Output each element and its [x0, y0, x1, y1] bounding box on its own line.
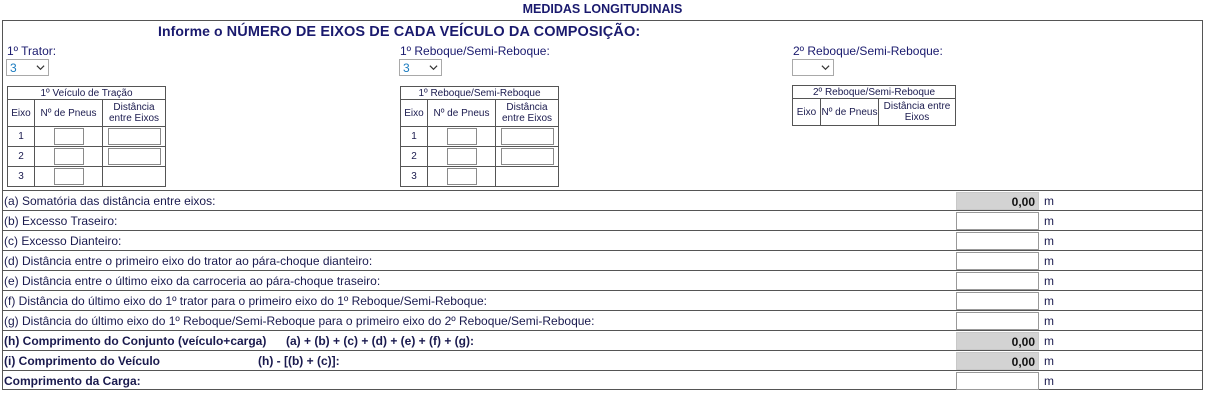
tractor-tires-input-1[interactable] [54, 128, 84, 145]
instruction-text [158, 23, 640, 40]
result-formula: (a) + (b) + (c) + (d) + (e) + (f) + (g): [286, 334, 475, 348]
col-tires-header: Nº de Pneus [821, 99, 879, 126]
axle-number: 2 [401, 147, 428, 167]
col-tires-header: Nº de Pneus [35, 100, 103, 127]
trailer1-label: 1º Reboque/Semi-Reboque: [400, 44, 550, 58]
front-overhang-input[interactable] [956, 232, 1039, 250]
axle-number: 3 [401, 167, 428, 187]
cargo-length-input[interactable] [956, 372, 1039, 390]
rear-overhang-input[interactable] [956, 212, 1039, 230]
result-label: (g) Distância do último eixo do 1º Reboque/Semi-Reboque para o primeiro eixo do 2º Reboque/Semi-Reboque: [4, 314, 595, 328]
trailer1-tires-input-1[interactable] [447, 128, 477, 145]
tractor-distance-input-2[interactable] [108, 148, 161, 165]
result-label: (f) Distância do último eixo do 1º trator para o primeiro eixo do 1º Reboque/Semi-Reboque: [4, 294, 488, 308]
result-label: (a) Somatória das distância entre eixos: [4, 194, 216, 208]
col-tires-header: Nº de Pneus [428, 100, 496, 127]
instruction-prefix: Informe o [158, 23, 227, 39]
combination-length-field: 0,00 [956, 332, 1039, 350]
trailer2-axles-select[interactable] [792, 59, 834, 76]
result-row-c [3, 230, 1202, 250]
rear-bumper-distance-input[interactable] [956, 272, 1039, 290]
trailer1-tires-input-3[interactable] [447, 168, 477, 185]
result-label: (c) Excesso Dianteiro: [4, 234, 122, 248]
result-row-g [3, 310, 1202, 330]
tractor-label: 1º Trator: [7, 44, 57, 58]
result-row-h [3, 330, 1202, 350]
axle-number: 1 [8, 127, 35, 147]
col-axle-header: Eixo [8, 100, 35, 127]
axle-number: 2 [8, 147, 35, 167]
page-title: MEDIDAS LONGITUDINAIS [522, 2, 683, 16]
result-row-b [3, 210, 1202, 230]
result-label: (h) Comprimento do Conjunto (veículo+carga) [4, 334, 267, 348]
unit-label: m [1044, 294, 1054, 308]
unit-label: m [1044, 374, 1054, 388]
chevron-down-icon [36, 63, 45, 72]
front-bumper-distance-input[interactable] [956, 252, 1039, 270]
trailer2-axle-table [792, 85, 956, 126]
result-row-d [3, 250, 1202, 270]
tractor-axles-select[interactable] [6, 59, 49, 76]
sum-axle-distances-field: 0,00 [956, 192, 1039, 210]
col-axle-header: Eixo [793, 99, 821, 126]
trailer1-axles-select[interactable] [399, 59, 442, 76]
unit-label: m [1044, 334, 1054, 348]
tractor-tires-input-2[interactable] [54, 148, 84, 165]
trailer1-tires-input-2[interactable] [447, 148, 477, 165]
col-axle-header: Eixo [401, 100, 428, 127]
result-label: Comprimento da Carga: [4, 374, 141, 388]
unit-label: m [1044, 234, 1054, 248]
trailer2-table-caption: 2º Reboque/Semi-Reboque [793, 86, 956, 99]
result-label: (d) Distância entre o primeiro eixo do trator ao pára-choque dianteiro: [4, 254, 373, 268]
result-row-a [3, 190, 1202, 210]
unit-label: m [1044, 194, 1054, 208]
result-row-i [3, 350, 1202, 370]
result-label: (i) Comprimento do Veículo [4, 354, 161, 368]
result-row-cargo [3, 370, 1202, 390]
trailer1-to-trailer2-distance-input[interactable] [956, 312, 1039, 330]
tractor-axle-table [7, 86, 166, 187]
results-list [3, 190, 1202, 390]
trailer1-table-caption: 1º Reboque/Semi-Reboque [401, 87, 559, 100]
unit-label: m [1044, 274, 1054, 288]
result-row-f [3, 290, 1202, 310]
result-label: (b) Excesso Traseiro: [4, 214, 118, 228]
axle-number: 1 [401, 127, 428, 147]
instruction-strong: NÚMERO DE EIXOS DE CADA VEÍCULO DA COMPOSIÇÃO: [226, 24, 641, 40]
result-row-e [3, 270, 1202, 290]
tractor-tires-input-3[interactable] [54, 168, 84, 185]
result-label: (e) Distância entre o último eixo da carroceria ao pára-choque traseiro: [4, 274, 381, 288]
axle-number: 3 [8, 167, 35, 187]
col-distance-header: Distância entre Eixos [103, 100, 166, 127]
chevron-down-icon [429, 63, 438, 72]
trailer1-axles-value: 3 [403, 61, 410, 75]
trailer2-label: 2º Reboque/Semi-Reboque: [793, 44, 943, 58]
trailer1-distance-input-1[interactable] [501, 128, 554, 145]
tractor-table-caption: 1º Veículo de Tração [8, 87, 166, 100]
unit-label: m [1044, 214, 1054, 228]
tractor-axles-value: 3 [10, 61, 17, 75]
unit-label: m [1044, 314, 1054, 328]
trailer1-axle-table [400, 86, 559, 187]
vehicle-length-field: 0,00 [956, 352, 1039, 370]
result-formula: (h) - [(b) + (c)]: [258, 354, 340, 368]
unit-label: m [1044, 354, 1054, 368]
tractor-distance-input-1[interactable] [108, 128, 161, 145]
col-distance-header: Distância entre Eixos [496, 100, 559, 127]
col-distance-header: Distância entre Eixos [879, 99, 956, 126]
tractor-to-trailer1-distance-input[interactable] [956, 292, 1039, 310]
unit-label: m [1044, 254, 1054, 268]
trailer1-distance-input-2[interactable] [501, 148, 554, 165]
chevron-down-icon [821, 63, 830, 72]
